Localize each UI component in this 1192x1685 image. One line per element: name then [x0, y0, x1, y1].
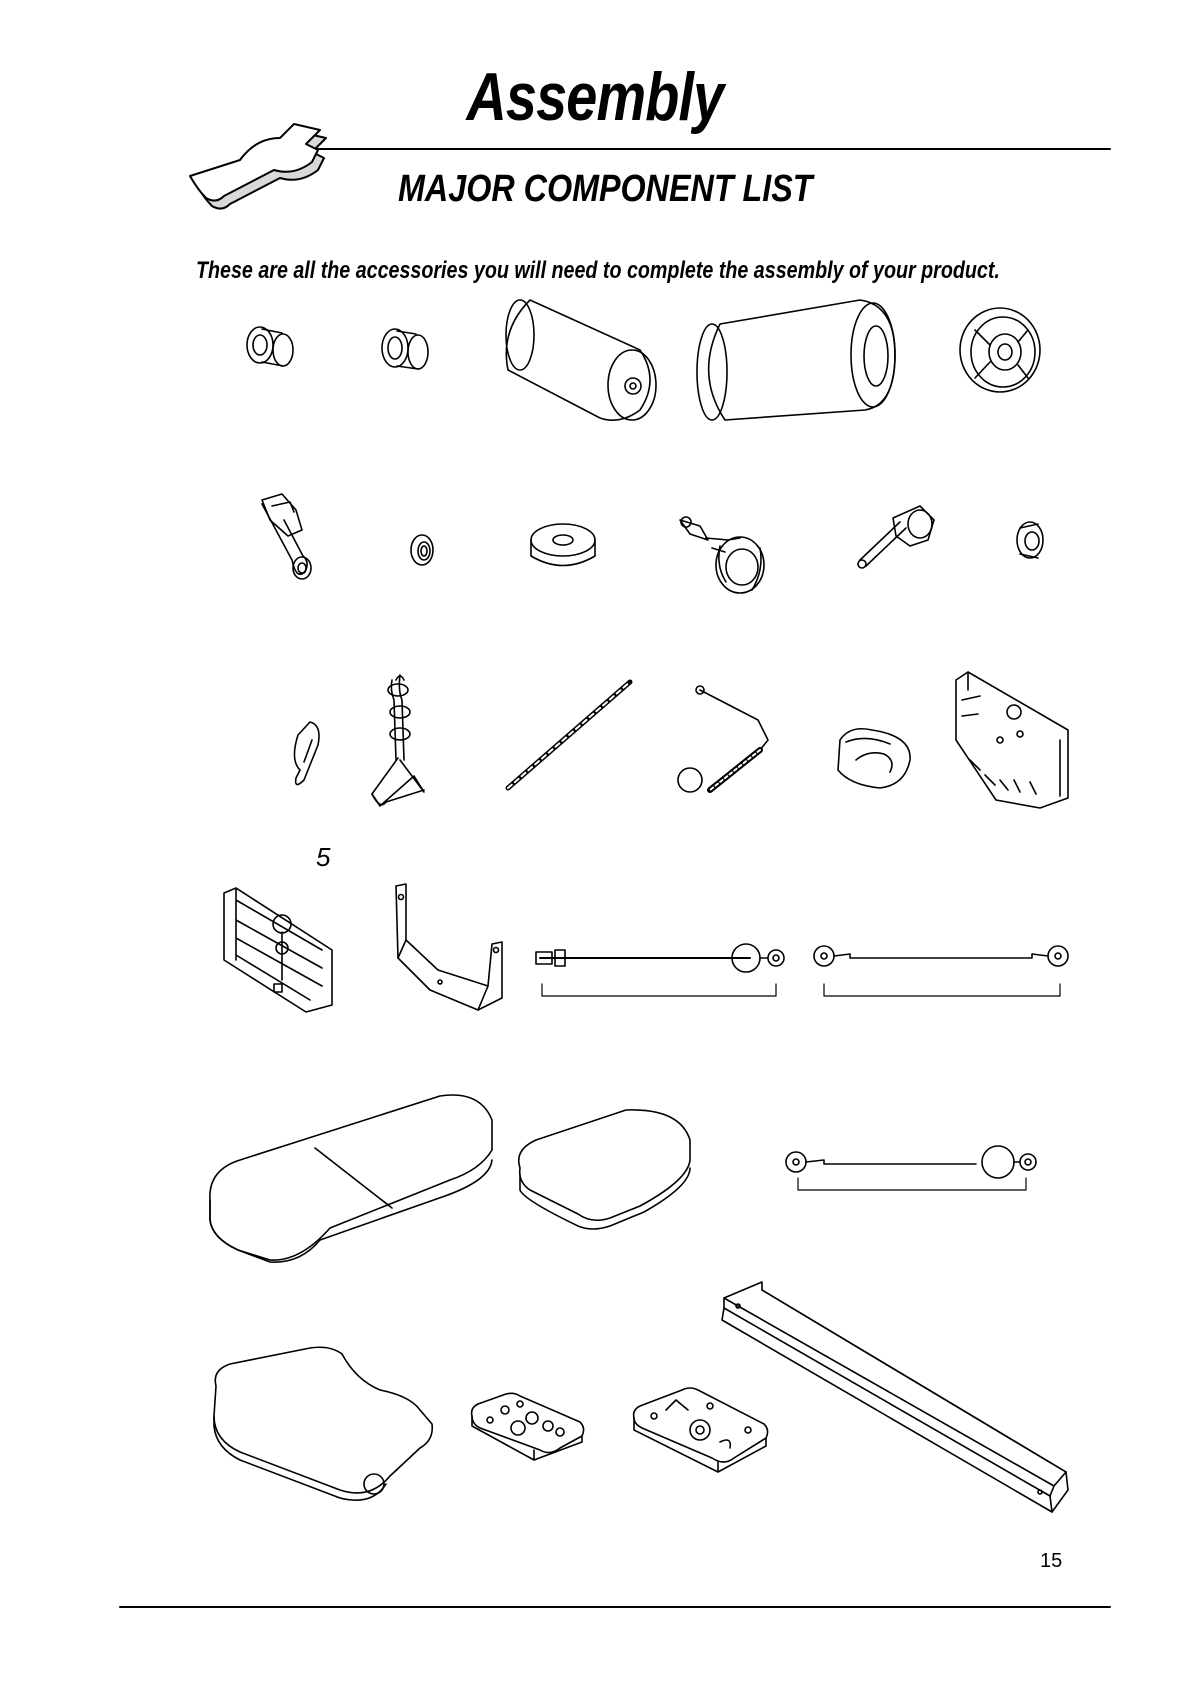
rail-channel — [722, 1282, 1068, 1512]
base-plate-2 — [634, 1388, 768, 1472]
lever-arm — [262, 494, 311, 579]
pop-pin-knob-small — [858, 506, 934, 568]
u-bracket — [396, 884, 502, 1010]
pull-pin — [678, 686, 768, 792]
section-title: MAJOR COMPONENT LIST — [398, 168, 813, 210]
cable-assembly-3 — [786, 1146, 1036, 1190]
bushing-2 — [382, 329, 428, 369]
page-number: 15 — [1040, 1550, 1063, 1572]
spacer — [531, 524, 595, 566]
wrench-icon — [190, 124, 326, 209]
foam-roller-small — [506, 300, 656, 420]
seat-pad-long — [210, 1095, 492, 1262]
item-marker: 5 — [316, 842, 331, 872]
base-plate-1 — [472, 1393, 584, 1460]
handle-strap — [372, 675, 424, 806]
guide-bracket — [224, 888, 332, 1012]
seat-pad-square — [519, 1110, 690, 1229]
end-cap — [1017, 522, 1043, 558]
pulley-wheel — [960, 308, 1040, 392]
chain — [508, 682, 630, 788]
washer — [411, 535, 433, 565]
page-title: Assembly — [466, 59, 724, 135]
bushing-1 — [247, 327, 293, 366]
cuff-strap — [838, 729, 910, 788]
cable-assembly-1 — [536, 944, 784, 996]
carabiner — [294, 722, 319, 785]
back-pad — [214, 1347, 432, 1500]
foam-roller-large — [697, 300, 895, 420]
intro-text: These are all the accessories you will need to complete the assembly of your product. — [196, 257, 1000, 284]
shroud-bracket — [956, 672, 1068, 808]
pop-pin-knob-large — [680, 517, 764, 593]
cable-assembly-2 — [814, 946, 1068, 996]
